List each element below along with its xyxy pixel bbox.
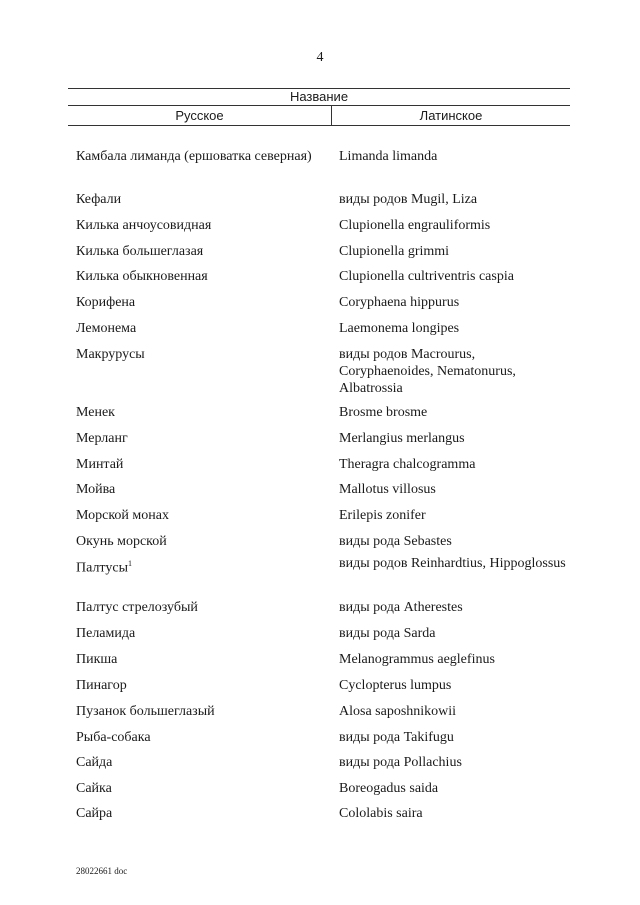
russian-name-text: Камбала лиманда (ершоватка северная) xyxy=(76,149,312,164)
russian-name-text: Килька обыкновенная xyxy=(76,269,208,284)
russian-name-cell xyxy=(76,217,326,234)
latin-name-cell: виды родов Reinhardtius, Hippoglossus xyxy=(339,556,566,571)
russian-name-cell xyxy=(76,754,326,771)
russian-name-cell xyxy=(76,430,326,447)
latin-name-cell: Limanda limanda xyxy=(339,149,438,164)
latin-name-cell: Cololabis saira xyxy=(339,806,423,821)
russian-name-text: Сайда xyxy=(76,755,113,770)
table-header-rule xyxy=(68,105,570,106)
russian-name-text: Кефали xyxy=(76,192,122,207)
latin-name-cell: виды рода Takifugu xyxy=(339,730,454,745)
russian-name-text: Килька большеглазая xyxy=(76,244,204,259)
russian-name-text: Минтай xyxy=(76,457,124,472)
latin-name-cell: Boreogadus saida xyxy=(339,781,439,796)
latin-name-cell: виды родов Macrourus, Coryphaenoides, Nematonurus, Albatrossia xyxy=(339,347,516,396)
russian-name-cell xyxy=(76,703,326,720)
russian-name-cell xyxy=(76,599,326,616)
latin-name-cell: виды рода Atherestes xyxy=(339,600,463,615)
russian-name-cell xyxy=(76,456,326,473)
russian-name-text: Пинагор xyxy=(76,678,127,693)
russian-name-text: Морской монах xyxy=(76,508,169,523)
russian-name-text: Мерланг xyxy=(76,431,128,446)
russian-name-text: Сайка xyxy=(76,781,112,796)
russian-name-cell xyxy=(76,780,326,797)
latin-name-cell: Clupionella engrauliformis xyxy=(339,218,491,233)
russian-name-text: Палтус стрелозубый xyxy=(76,600,198,615)
latin-name-cell: Laemonema longipes xyxy=(339,321,460,336)
russian-name-text: Палтусы xyxy=(76,560,128,576)
russian-name-text: Макрурусы xyxy=(76,347,145,362)
latin-name-cell: Brosme brosme xyxy=(339,405,428,420)
latin-name-cell: виды рода Sebastes xyxy=(339,534,452,549)
latin-name-cell: Clupionella grimmi xyxy=(339,244,450,259)
russian-name-cell xyxy=(76,346,326,363)
russian-name-text: Рыба-собака xyxy=(76,730,151,745)
latin-name-cell: Cyclopterus lumpus xyxy=(339,678,452,693)
russian-name-text: Окунь морской xyxy=(76,534,167,549)
russian-name-cell xyxy=(76,625,326,642)
latin-name-cell: виды рода Pollachius xyxy=(339,755,462,770)
russian-name-text: Пузанок большеглазый xyxy=(76,704,215,719)
russian-name-cell xyxy=(76,533,326,550)
russian-name-cell xyxy=(76,481,326,498)
footnote-marker: 1 xyxy=(128,559,132,568)
latin-name-cell: Alosa saposhnikowii xyxy=(339,704,457,719)
latin-name-cell: Coryphaena hippurus xyxy=(339,295,460,310)
russian-name-text: Менек xyxy=(76,405,115,420)
column-header-russian: Русское xyxy=(175,108,224,123)
russian-name-text: Килька анчоусовидная xyxy=(76,218,212,233)
russian-name-cell xyxy=(76,268,326,285)
russian-name-cell xyxy=(76,148,326,165)
russian-name-cell xyxy=(76,729,326,746)
russian-name-cell xyxy=(76,507,326,524)
russian-name-cell xyxy=(76,555,326,577)
russian-name-cell xyxy=(76,805,326,822)
russian-name-cell xyxy=(76,191,326,208)
latin-name-cell: Mallotus villosus xyxy=(339,482,436,497)
latin-name-cell: Clupionella cultriventris caspia xyxy=(339,269,514,284)
latin-name-cell: Melanogrammus aeglefinus xyxy=(339,652,495,667)
column-header-latin: Латинское xyxy=(419,108,483,123)
russian-name-text: Пикша xyxy=(76,652,118,667)
russian-name-text: Корифена xyxy=(76,295,136,310)
russian-name-text: Сайра xyxy=(76,806,113,821)
russian-name-cell xyxy=(76,294,326,311)
russian-name-cell xyxy=(76,320,326,337)
russian-name-text: Мойва xyxy=(76,482,116,497)
latin-name-cell: Merlangius merlangus xyxy=(339,431,465,446)
russian-name-cell xyxy=(76,404,326,421)
latin-name-cell: виды родов Mugil, Liza xyxy=(339,192,478,207)
table-header-title: Название xyxy=(289,89,349,104)
document-id: 28022661 doc xyxy=(76,866,128,876)
page-number: 4 xyxy=(316,50,324,65)
latin-name-cell: виды рода Sarda xyxy=(339,626,436,641)
russian-name-cell xyxy=(76,651,326,668)
russian-name-cell xyxy=(76,243,326,260)
table-header-bottom-rule xyxy=(68,125,570,126)
latin-name-cell: Theragra chalcogramma xyxy=(339,457,476,472)
latin-name-cell: Erilepis zonifer xyxy=(339,508,426,523)
russian-name-text: Пеламида xyxy=(76,626,136,641)
russian-name-cell xyxy=(76,677,326,694)
russian-name-text: Лемонема xyxy=(76,321,137,336)
